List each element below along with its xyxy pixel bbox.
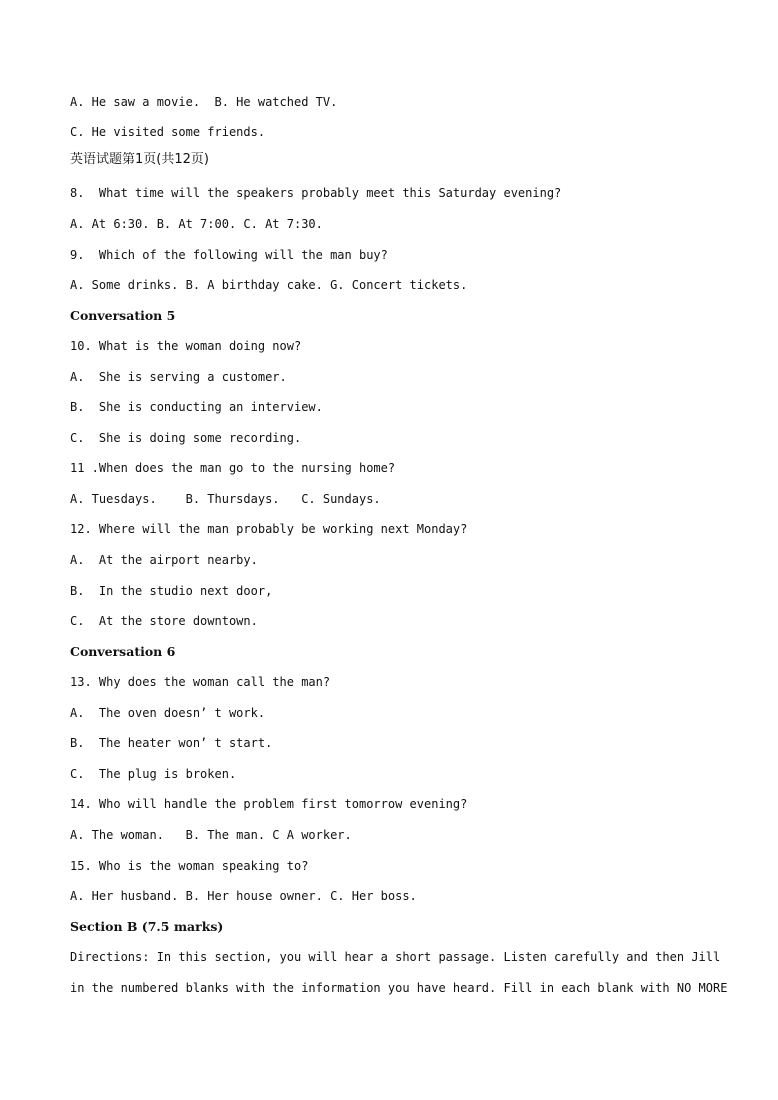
- q13-option-c: C. The plug is broken.: [70, 767, 237, 781]
- directions-line-2: in the numbered blanks with the information you have heard. Fill in each blank with NO MORE: [70, 981, 728, 995]
- q10-option-c: C. She is doing some recording.: [70, 431, 302, 445]
- question-8: 8. What time will the speakers probably meet this Saturday evening?: [70, 186, 562, 200]
- question-9: 9. Which of the following will the man buy?: [70, 248, 388, 262]
- conversation-6-heading: Conversation 6: [70, 644, 176, 659]
- directions-line-1: Directions: In this section, you will hear a short passage. Listen carefully and then Jill: [70, 950, 721, 964]
- question-11: 11 .When does the man go to the nursing home?: [70, 461, 396, 475]
- conversation-5-heading: Conversation 5: [70, 308, 176, 323]
- question-10: 10. What is the woman doing now?: [70, 339, 302, 353]
- question-14: 14. Who will handle the problem first tomorrow evening?: [70, 797, 468, 811]
- q7-option-c: C. He visited some friends.: [70, 125, 266, 139]
- q7-options-ab: A. He saw a movie. B. He watched TV.: [70, 95, 338, 109]
- q8-options: A. At 6:30. B. At 7:00. C. At 7:30.: [70, 217, 323, 231]
- question-12: 12. Where will the man probably be working next Monday?: [70, 522, 468, 536]
- q9-options: A. Some drinks. B. A birthday cake. G. Concert tickets.: [70, 278, 468, 292]
- q10-option-a: A. She is serving a customer.: [70, 370, 287, 384]
- section-b-heading: Section B (7.5 marks): [70, 919, 224, 934]
- q13-option-a: A. The oven doesn’ t work.: [70, 706, 266, 720]
- q11-options: A. Tuesdays. B. Thursdays. C. Sundays.: [70, 492, 381, 506]
- q10-option-b: B. She is conducting an interview.: [70, 400, 323, 414]
- q12-option-a: A. At the airport nearby.: [70, 553, 258, 567]
- question-15: 15. Who is the woman speaking to?: [70, 859, 309, 873]
- q12-option-c: C. At the store downtown.: [70, 614, 258, 628]
- q14-options: A. The woman. B. The man. C A worker.: [70, 828, 352, 842]
- q15-options: A. Her husband. B. Her house owner. C. Her boss.: [70, 889, 417, 903]
- q13-option-b: B. The heater won’ t start.: [70, 736, 273, 750]
- page-footer: 英语试题第1页(共12页): [70, 152, 209, 167]
- question-13: 13. Why does the woman call the man?: [70, 675, 331, 689]
- q12-option-b: B. In the studio next door,: [70, 584, 273, 598]
